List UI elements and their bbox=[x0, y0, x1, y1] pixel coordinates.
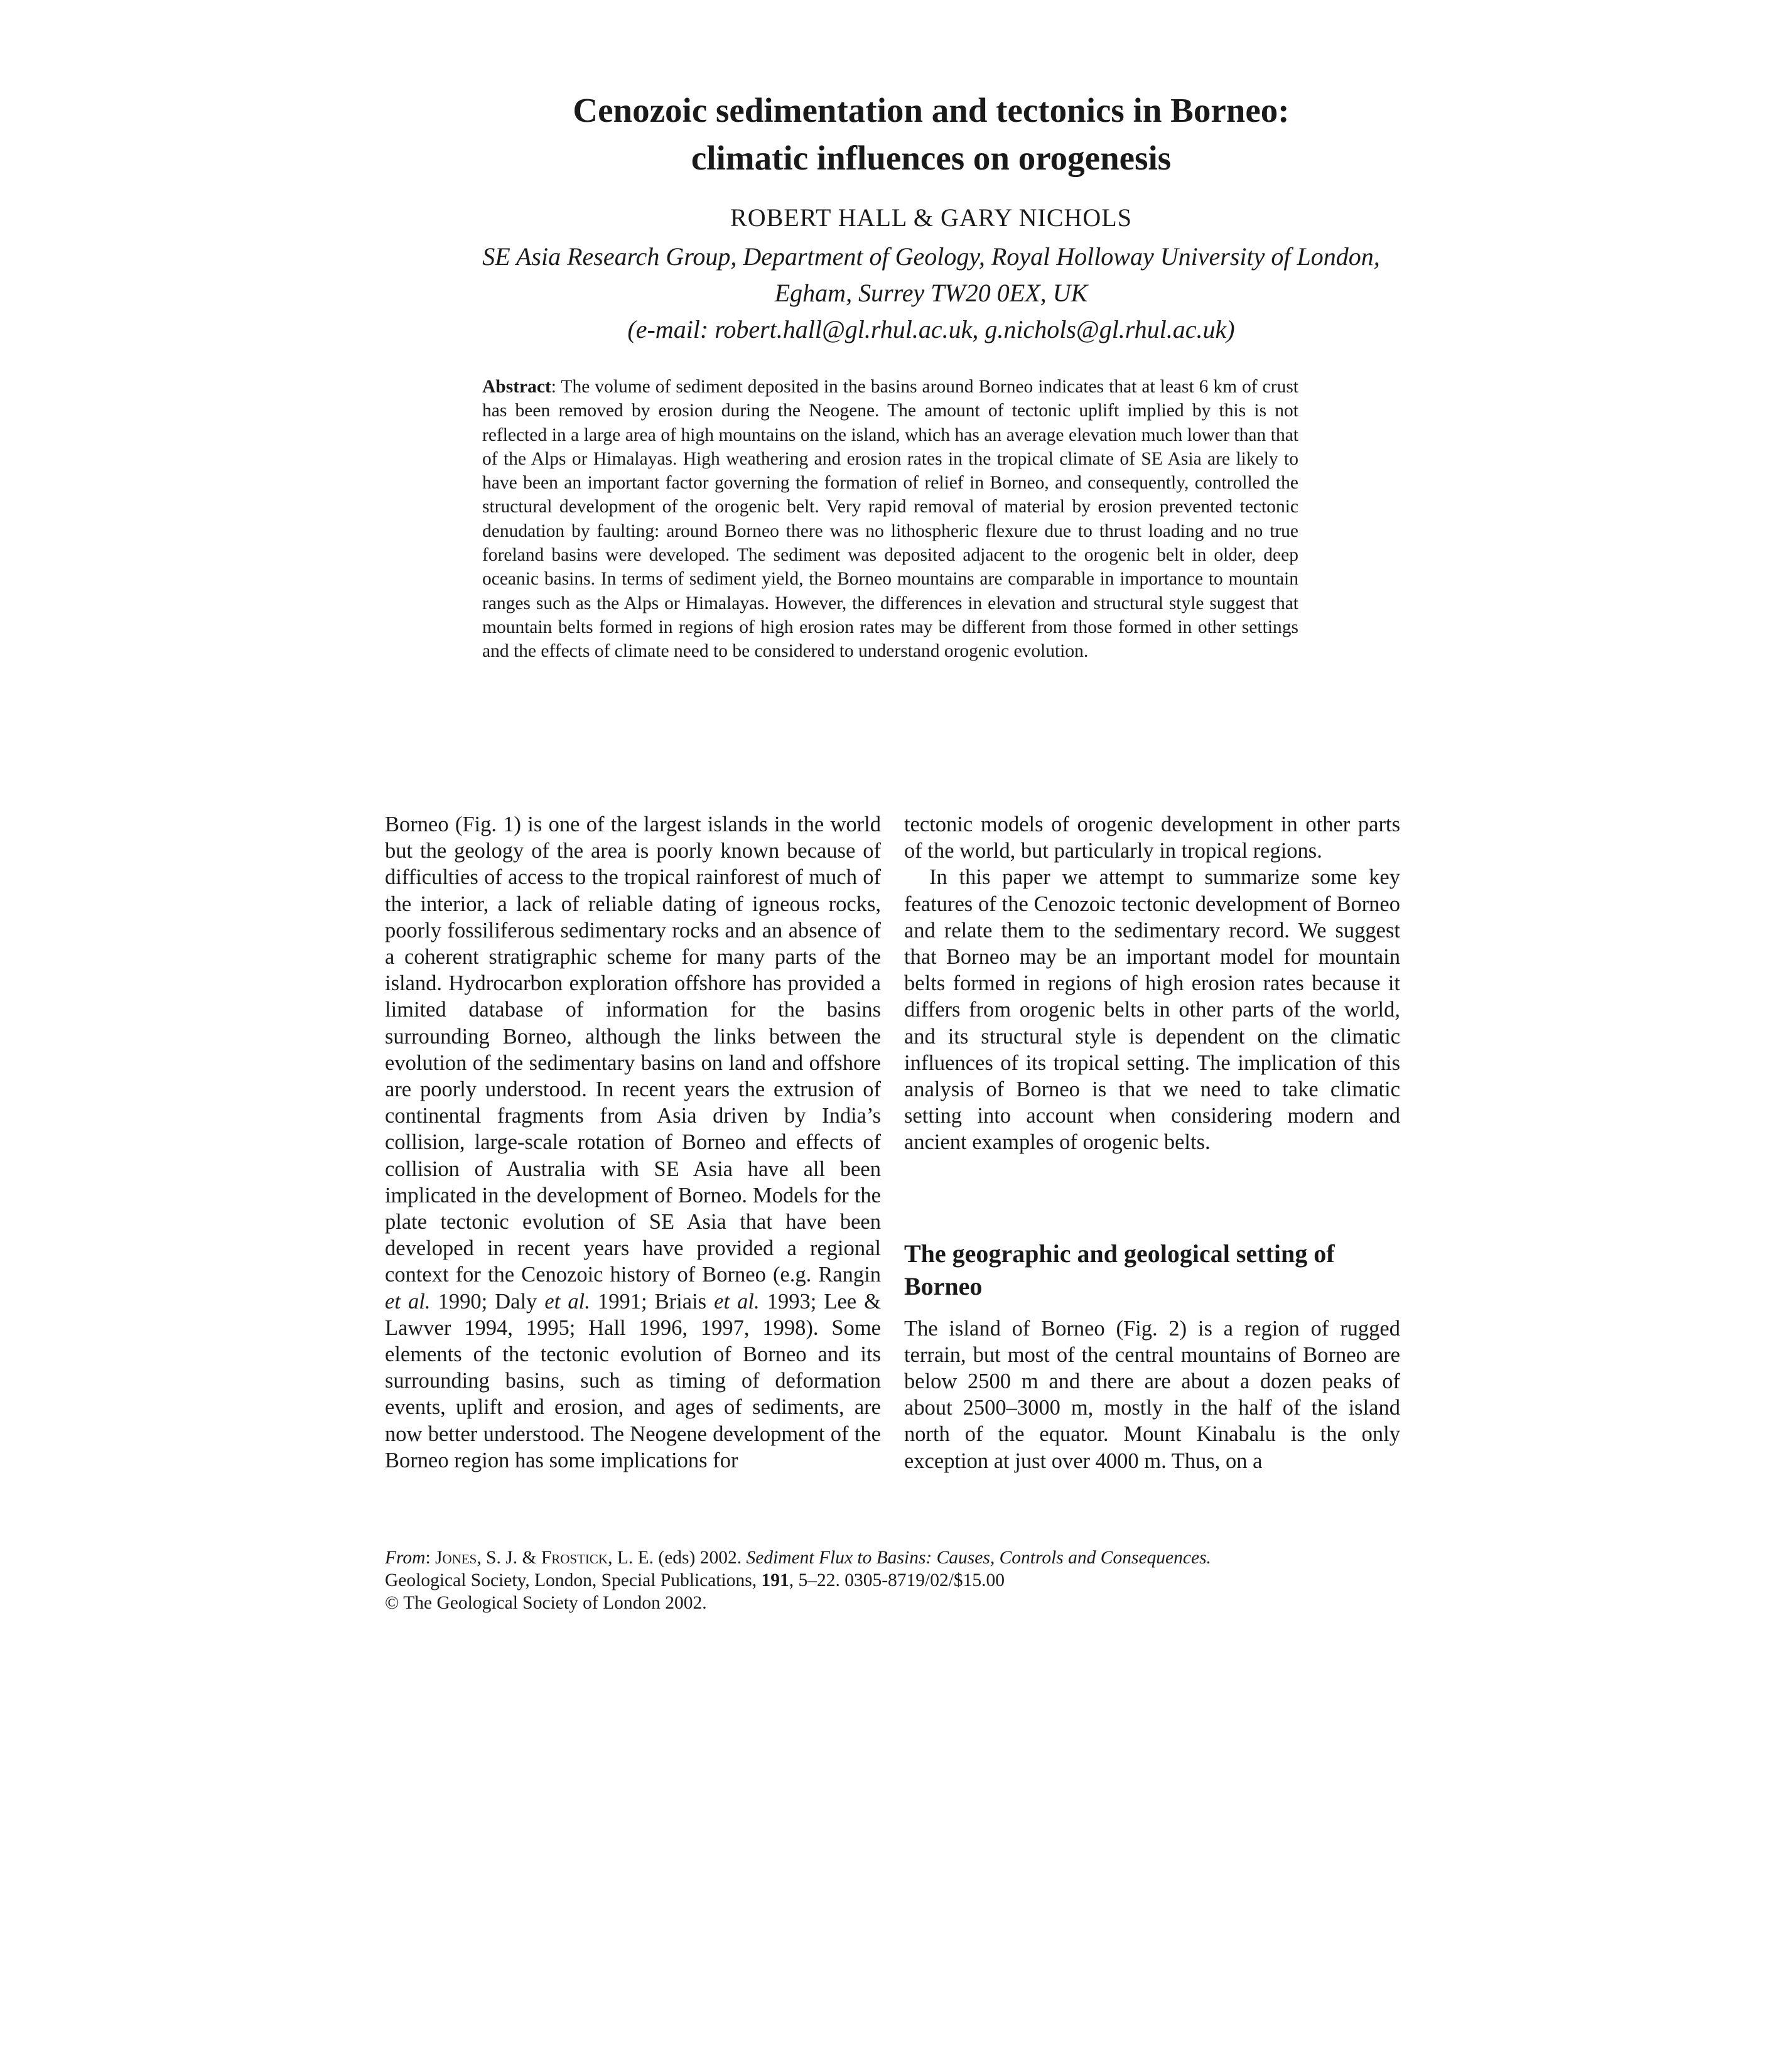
footnote-text: (eds) 2002. bbox=[654, 1548, 747, 1568]
body-text: Borneo (Fig. 1) is one of the largest islands in the world but the geology of the area is poorly known because of difficulties of access to the tropical rainforest of much of the interior, a lack of reliable dating of igneous rocks, poorly fossiliferous sedimentary rocks and an absence of a coherent stratigraphic scheme for many parts of the island. Hydrocarbon exploration offshore has provided a limited database of information for the basins surrounding Borneo, although the links between the evolution of the sedimentary basins on land and offshore are poorly understood. In recent years the extrusion of continental fragments from Asia driven by India’s collision, large-scale rotation of Borneo and effects of collision of Australia with SE Asia have all been implicated in the development of Borneo. Models for the plate tectonic evolution of SE Asia that have been developed in recent years have provided a regional context for the Cenozoic history of Borneo (e.g. Rangin bbox=[385, 812, 881, 1287]
footnote-from-label: From bbox=[385, 1548, 426, 1568]
section-heading: The geographic and geological setting of Borneo bbox=[904, 1239, 1335, 1300]
body-text: 1991; Briais bbox=[590, 1289, 715, 1314]
body-paragraph-1-continued: tectonic models of orogenic development in other parts of the world, but particularly in tropical regions. bbox=[904, 812, 1400, 863]
affiliation-line-1: SE Asia Research Group, Department of Geology, Royal Holloway University of London, bbox=[482, 242, 1380, 271]
abstract bbox=[482, 375, 1298, 664]
footnote-text: : bbox=[425, 1548, 436, 1568]
abstract-label: Abstract bbox=[482, 377, 551, 397]
citation-et-al: et al. bbox=[714, 1289, 760, 1314]
citation-et-al: et al. bbox=[544, 1289, 590, 1314]
citation-et-al: et al. bbox=[385, 1289, 431, 1314]
footnote-line-2 bbox=[385, 1569, 1415, 1592]
body-text: 1993; Lee & Lawver 1994, 1995; Hall 1996, 1997, 1998). Some elements of the tectonic evolution of Borneo and its surrounding basins, such as timing of deformation events, uplift and erosion, and ages of sediments, are now better understood. The Neogene development of the Borneo region has some implications for bbox=[385, 1289, 882, 1472]
author-list: ROBERT HALL & GARY NICHOLS bbox=[730, 203, 1132, 232]
abstract-text: : The volume of sediment deposited in the basins around Borneo indicates that at least 6 km of crust has been removed by erosion during the Neogene. The amount of tectonic uplift implied by this is not reflected in a large area of high mountains on the island, which has an average elevation much lower than that of the Alps or Himalayas. High weathering and erosion rates in the tropical climate of SE Asia are likely to have been an important factor governing the formation of relief in Borneo, and consequently, controlled the structural development of the orogenic belt. Very rapid removal of material by erosion prevented tectonic denudation by faulting: around Borneo there was no lithospheric flexure due to thrust loading and no true foreland basins were developed. The sediment was deposited adjacent to the orogenic belt in older, deep oceanic basins. In terms of sediment yield, the Borneo mountains are comparable in importance to mountain ranges such as the Alps or Himalayas. However, the differences in elevation and structural style suggest that mountain belts formed in regions of high erosion rates may be different from those formed in other settings and the effects of climate need to be considered to understand orogenic evolution. bbox=[482, 377, 1298, 662]
footnote-volume: 191 bbox=[761, 1570, 789, 1590]
body-column-left bbox=[385, 811, 881, 1474]
body-paragraph-2: In this paper we attempt to summarize some key features of the Cenozoic tectonic development of Borneo and relate them to the sedimentary record. We suggest that Borneo may be an important model for mountain belts formed in regions of high erosion rates because it differs from orogenic belts in other parts of the world, and its structural style is dependent on the climatic influences of its tropical setting. The implication of this analysis of Borneo is that we need to take climatic setting into account when considering modern and ancient examples of orogenic belts. bbox=[904, 865, 1400, 1155]
body-text: 1990; Daly bbox=[430, 1289, 545, 1314]
footnote-book-title: Sediment Flux to Basins: Causes, Controls and Consequences. bbox=[746, 1548, 1211, 1568]
title-line-1: Cenozoic sedimentation and tectonics in Borneo: bbox=[573, 91, 1290, 129]
footnote-editors: Jones, S. J. & Frostick, L. E. bbox=[435, 1548, 654, 1568]
title-line-2: climatic influences on orogenesis bbox=[691, 139, 1172, 177]
paper-title bbox=[385, 87, 1477, 182]
footnote-text: Geological Society, London, Special Publications, bbox=[385, 1570, 762, 1590]
body-column-right bbox=[904, 811, 1400, 1474]
author-email: (e-mail: robert.hall@gl.rhul.ac.uk, g.nichols@gl.rhul.ac.uk) bbox=[627, 315, 1235, 343]
footnote-line-1 bbox=[385, 1546, 1415, 1569]
footnote-text: , 5–22. 0305-8719/02/$15.00 bbox=[789, 1570, 1005, 1590]
body-paragraph-3: The island of Borneo (Fig. 2) is a region of rugged terrain, but most of the central mountains of Borneo are below 2500 m and there are about a dozen peaks of about 2500–3000 m, mostly in the half of the island north of the equator. Mount Kinabalu is the only exception at just over 4000 m. Thus, on a bbox=[904, 1316, 1400, 1473]
author-affiliation bbox=[364, 239, 1498, 348]
body-paragraph-1 bbox=[385, 811, 881, 1474]
copyright-notice: © The Geological Society of London 2002. bbox=[385, 1593, 707, 1613]
citation-footnote bbox=[385, 1546, 1415, 1614]
affiliation-line-2: Egham, Surrey TW20 0EX, UK bbox=[774, 279, 1088, 307]
